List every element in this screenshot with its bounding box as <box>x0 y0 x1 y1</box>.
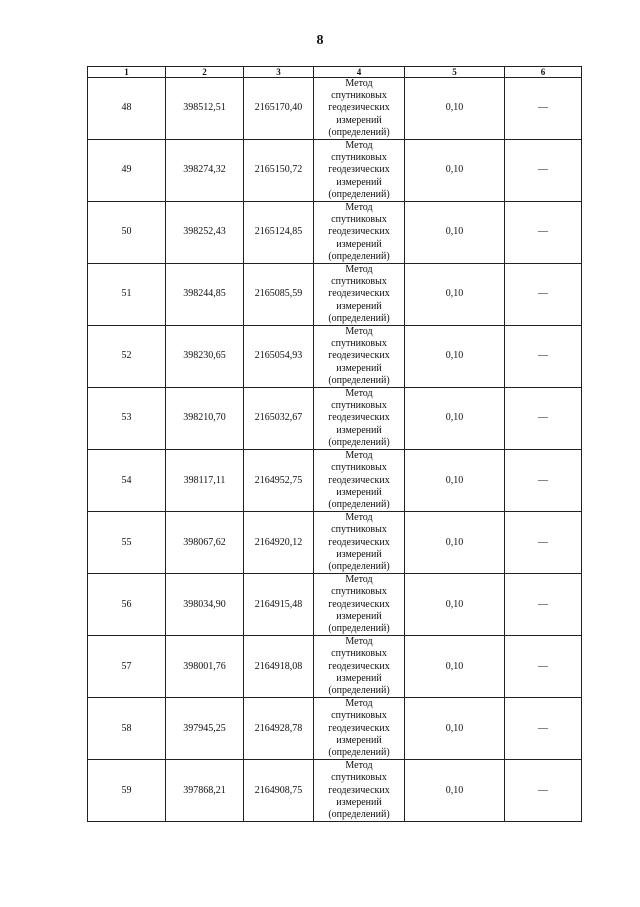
method-line: геодезических <box>328 784 390 796</box>
note-cell: — <box>505 78 582 140</box>
point-number-cell: 50 <box>88 202 166 264</box>
method-cell <box>314 326 405 388</box>
table-row <box>88 760 582 822</box>
note-cell: — <box>505 574 582 636</box>
method-line: (определений) <box>328 622 390 634</box>
method-cell <box>314 450 405 512</box>
accuracy-cell: 0,10 <box>405 202 505 264</box>
table-row <box>88 450 582 512</box>
method-line: геодезических <box>328 598 390 610</box>
point-number-cell: 52 <box>88 326 166 388</box>
note-cell: — <box>505 264 582 326</box>
coordinate-y-cell: 2164915,48 <box>244 574 314 636</box>
point-number-cell: 59 <box>88 760 166 822</box>
accuracy-cell: 0,10 <box>405 636 505 698</box>
method-line: измерений <box>336 176 382 188</box>
accuracy-cell: 0,10 <box>405 388 505 450</box>
accuracy-cell: 0,10 <box>405 698 505 760</box>
method-line: Метод <box>345 140 373 152</box>
coordinate-y-cell: 2164952,75 <box>244 450 314 512</box>
method-line: геодезических <box>328 226 390 238</box>
coordinate-y-cell: 2164908,75 <box>244 760 314 822</box>
method-line: спутниковых <box>331 90 387 102</box>
method-line: (определений) <box>328 188 390 200</box>
note-cell: — <box>505 512 582 574</box>
coordinate-y-cell: 2165032,67 <box>244 388 314 450</box>
point-number-cell: 48 <box>88 78 166 140</box>
table-row <box>88 78 582 140</box>
table-row <box>88 202 582 264</box>
method-line: Метод <box>345 760 373 772</box>
method-line: геодезических <box>328 288 390 300</box>
coordinate-x-cell: 398001,76 <box>166 636 244 698</box>
coordinate-y-cell: 2165170,40 <box>244 78 314 140</box>
method-cell <box>314 78 405 140</box>
method-line: измерений <box>336 300 382 312</box>
method-line: спутниковых <box>331 276 387 288</box>
method-cell <box>314 388 405 450</box>
header-col-1: 1 <box>88 67 166 78</box>
method-cell <box>314 760 405 822</box>
table-row <box>88 512 582 574</box>
method-line: спутниковых <box>331 462 387 474</box>
table-row <box>88 264 582 326</box>
note-cell: — <box>505 698 582 760</box>
point-number-cell: 51 <box>88 264 166 326</box>
method-line: измерений <box>336 672 382 684</box>
note-cell: — <box>505 636 582 698</box>
coordinate-y-cell: 2164928,78 <box>244 698 314 760</box>
method-cell <box>314 202 405 264</box>
method-line: Метод <box>345 636 373 648</box>
coordinate-y-cell: 2165085,59 <box>244 264 314 326</box>
method-cell <box>314 698 405 760</box>
method-line: спутниковых <box>331 214 387 226</box>
method-line: Метод <box>345 388 373 400</box>
method-line: измерений <box>336 362 382 374</box>
coordinate-x-cell: 398034,90 <box>166 574 244 636</box>
method-line: Метод <box>345 698 373 710</box>
method-line: (определений) <box>328 374 390 386</box>
method-line: измерений <box>336 114 382 126</box>
coordinates-table <box>87 66 582 822</box>
note-cell: — <box>505 760 582 822</box>
method-line: геодезических <box>328 350 390 362</box>
point-number-cell: 54 <box>88 450 166 512</box>
method-line: измерений <box>336 734 382 746</box>
note-cell: — <box>505 388 582 450</box>
method-line: спутниковых <box>331 338 387 350</box>
note-cell: — <box>505 326 582 388</box>
method-line: спутниковых <box>331 772 387 784</box>
method-line: геодезических <box>328 412 390 424</box>
coordinate-x-cell: 398252,43 <box>166 202 244 264</box>
page-number: 8 <box>316 33 324 48</box>
coordinate-y-cell: 2165124,85 <box>244 202 314 264</box>
accuracy-cell: 0,10 <box>405 760 505 822</box>
method-line: (определений) <box>328 808 390 820</box>
method-line: геодезических <box>328 102 390 114</box>
header-col-6: 6 <box>505 67 582 78</box>
method-line: измерений <box>336 548 382 560</box>
method-line: геодезических <box>328 536 390 548</box>
method-cell <box>314 636 405 698</box>
coordinate-x-cell: 398244,85 <box>166 264 244 326</box>
method-line: (определений) <box>328 746 390 758</box>
method-line: измерений <box>336 424 382 436</box>
method-line: Метод <box>345 574 373 586</box>
method-line: измерений <box>336 486 382 498</box>
header-col-5: 5 <box>405 67 505 78</box>
method-line: измерений <box>336 238 382 250</box>
method-line: Метод <box>345 78 373 89</box>
table-row <box>88 636 582 698</box>
coordinate-x-cell: 398067,62 <box>166 512 244 574</box>
header-col-3: 3 <box>244 67 314 78</box>
method-line: спутниковых <box>331 648 387 660</box>
accuracy-cell: 0,10 <box>405 140 505 202</box>
method-line: (определений) <box>328 684 390 696</box>
coordinate-x-cell: 398230,65 <box>166 326 244 388</box>
method-line: (определений) <box>328 126 390 138</box>
method-cell <box>314 574 405 636</box>
coordinate-x-cell: 398274,32 <box>166 140 244 202</box>
table-header-row <box>88 67 582 78</box>
accuracy-cell: 0,10 <box>405 450 505 512</box>
point-number-cell: 53 <box>88 388 166 450</box>
table-body <box>88 78 582 822</box>
note-cell: — <box>505 140 582 202</box>
note-cell: — <box>505 450 582 512</box>
table-row <box>88 574 582 636</box>
point-number-cell: 58 <box>88 698 166 760</box>
method-line: измерений <box>336 610 382 622</box>
coordinate-y-cell: 2165054,93 <box>244 326 314 388</box>
method-line: спутниковых <box>331 152 387 164</box>
coordinate-x-cell: 397868,21 <box>166 760 244 822</box>
method-line: геодезических <box>328 474 390 486</box>
note-cell: — <box>505 202 582 264</box>
method-line: Метод <box>345 202 373 214</box>
header-col-4: 4 <box>314 67 405 78</box>
accuracy-cell: 0,10 <box>405 78 505 140</box>
coordinate-x-cell: 398117,11 <box>166 450 244 512</box>
coordinate-y-cell: 2164920,12 <box>244 512 314 574</box>
method-line: (определений) <box>328 436 390 448</box>
coordinate-x-cell: 398210,70 <box>166 388 244 450</box>
method-cell <box>314 140 405 202</box>
method-cell <box>314 264 405 326</box>
method-line: геодезических <box>328 722 390 734</box>
method-line: геодезических <box>328 660 390 672</box>
method-line: (определений) <box>328 312 390 324</box>
header-col-2: 2 <box>166 67 244 78</box>
coordinate-y-cell: 2164918,08 <box>244 636 314 698</box>
method-cell <box>314 512 405 574</box>
method-line: измерений <box>336 796 382 808</box>
method-line: геодезических <box>328 164 390 176</box>
method-line: (определений) <box>328 250 390 262</box>
method-line: (определений) <box>328 560 390 572</box>
coordinate-y-cell: 2165150,72 <box>244 140 314 202</box>
coordinate-x-cell: 398512,51 <box>166 78 244 140</box>
table-row <box>88 698 582 760</box>
method-line: Метод <box>345 264 373 276</box>
accuracy-cell: 0,10 <box>405 326 505 388</box>
accuracy-cell: 0,10 <box>405 512 505 574</box>
method-line: Метод <box>345 512 373 524</box>
method-line: (определений) <box>328 498 390 510</box>
accuracy-cell: 0,10 <box>405 574 505 636</box>
point-number-cell: 56 <box>88 574 166 636</box>
point-number-cell: 55 <box>88 512 166 574</box>
table-row <box>88 140 582 202</box>
accuracy-cell: 0,10 <box>405 264 505 326</box>
table-row <box>88 326 582 388</box>
method-line: спутниковых <box>331 524 387 536</box>
method-line: спутниковых <box>331 586 387 598</box>
method-line: спутниковых <box>331 400 387 412</box>
point-number-cell: 49 <box>88 140 166 202</box>
method-line: спутниковых <box>331 710 387 722</box>
method-line: Метод <box>345 450 373 462</box>
method-line: Метод <box>345 326 373 338</box>
table-row <box>88 388 582 450</box>
coordinate-x-cell: 397945,25 <box>166 698 244 760</box>
point-number-cell: 57 <box>88 636 166 698</box>
